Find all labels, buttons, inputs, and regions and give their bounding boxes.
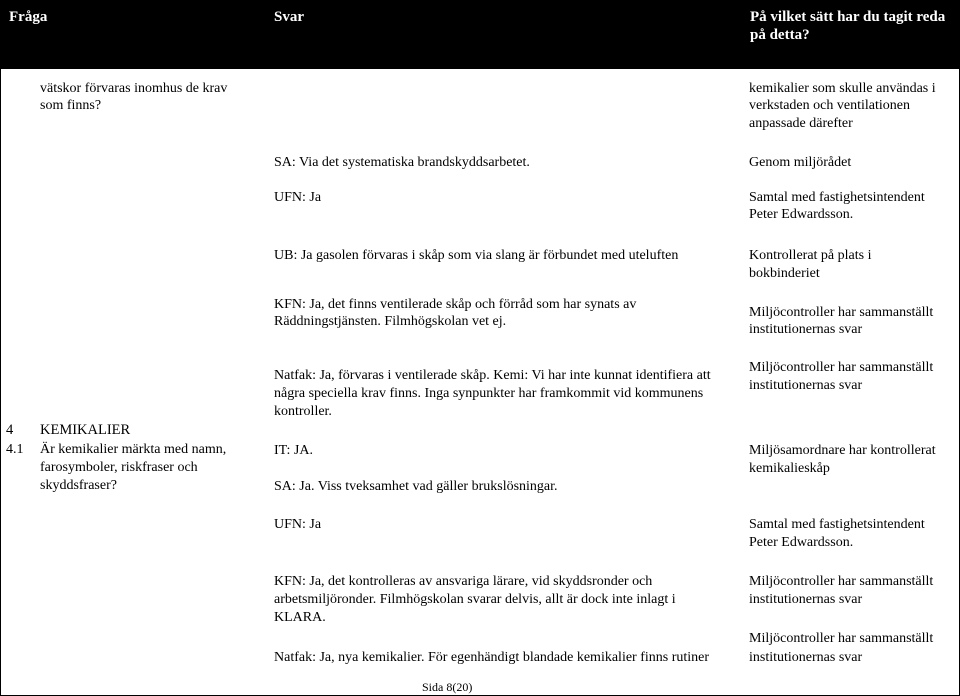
method-miljocontroller: institutionernas svar xyxy=(749,592,863,607)
answer-ub: UB: Ja gasolen förvaras i skåp som via slang är förbundet med uteluften xyxy=(274,248,679,263)
method-kontrollerat: Kontrollerat på plats i xyxy=(749,248,872,263)
question-line: vätskor förvaras inomhus de krav xyxy=(40,81,228,96)
method-miljoradet: Genom miljörådet xyxy=(749,155,852,170)
question-line: Är kemikalier märkta med namn, xyxy=(40,442,227,457)
method-line: verkstaden och ventilationen xyxy=(749,98,910,113)
method-line: anpassade därefter xyxy=(749,116,853,131)
question-line: som finns? xyxy=(40,98,102,113)
answer-kfn: KLARA. xyxy=(274,610,326,625)
answer-sa: SA: Ja. Viss tveksamhet vad gäller brukslösningar. xyxy=(274,479,558,494)
section-title: KEMIKALIER xyxy=(40,422,131,438)
method-miljocontroller: Miljöcontroller har sammanställt xyxy=(749,574,934,589)
method-kontrollerat: bokbinderiet xyxy=(749,266,820,281)
method-samtal: Samtal med fastighetsintendent xyxy=(749,190,925,205)
answer-kfn: KFN: Ja, det finns ventilerade skåp och förråd som har synats av xyxy=(274,297,637,312)
method-miljocontroller: institutionernas svar xyxy=(749,378,863,393)
method-miljosamordnare: Miljösamordnare har kontrollerat xyxy=(749,443,936,458)
table-header xyxy=(0,0,960,69)
method-miljocontroller: Miljöcontroller har sammanställt xyxy=(749,360,934,375)
header-fraga: Fråga xyxy=(9,9,48,25)
header-svar: Svar xyxy=(274,9,304,25)
method-miljocontroller: institutionernas svar xyxy=(749,650,863,665)
method-samtal: Peter Edwardsson. xyxy=(749,535,854,550)
answer-kfn: KFN: Ja, det kontrolleras av ansvariga lärare, vid skyddsronder och xyxy=(274,574,653,589)
method-line: kemikalier som skulle användas i xyxy=(749,81,936,96)
method-miljosamordnare: kemikalieskåp xyxy=(749,461,830,476)
question-line: skyddsfraser? xyxy=(40,478,117,493)
method-miljocontroller: institutionernas svar xyxy=(749,322,863,337)
question-number: 4.1 xyxy=(6,442,24,457)
answer-natfak: Natfak: Ja, förvaras i ventilerade skåp. Kemi: Vi har inte kunnat identifiera att xyxy=(274,368,711,383)
method-miljocontroller: Miljöcontroller har sammanställt xyxy=(749,631,934,646)
method-miljocontroller: Miljöcontroller har sammanställt xyxy=(749,305,934,320)
left-border xyxy=(0,67,1,696)
question-line: farosymboler, riskfraser och xyxy=(40,460,198,475)
header-method-line1: På vilket sätt har du tagit reda xyxy=(750,9,946,25)
answer-ufn: UFN: Ja xyxy=(274,190,322,205)
answer-natfak: några speciella krav finns. Inga synpunkter har framkommit vid kommunens xyxy=(274,386,704,401)
answer-ufn: UFN: Ja xyxy=(274,517,322,532)
answer-kfn: arbetsmiljöronder. Filmhögskolan svarar delvis, allt är dock inte inlagt i xyxy=(274,592,676,607)
method-samtal: Peter Edwardsson. xyxy=(749,207,854,222)
answer-natfak: kontroller. xyxy=(274,404,332,419)
header-method-line2: på detta? xyxy=(750,27,810,43)
answer-sa: SA: Via det systematiska brandskyddsarbetet. xyxy=(274,155,530,170)
answer-kfn: Räddningstjänsten. Filmhögskolan vet ej. xyxy=(274,314,507,329)
section-number: 4 xyxy=(6,422,14,438)
method-samtal: Samtal med fastighetsintendent xyxy=(749,517,925,532)
answer-natfak: Natfak: Ja, nya kemikalier. För egenhändigt blandade kemikalier finns rutiner xyxy=(274,650,710,665)
page-number: Sida 8(20) xyxy=(422,680,473,694)
answer-it: IT: JA. xyxy=(274,443,313,458)
